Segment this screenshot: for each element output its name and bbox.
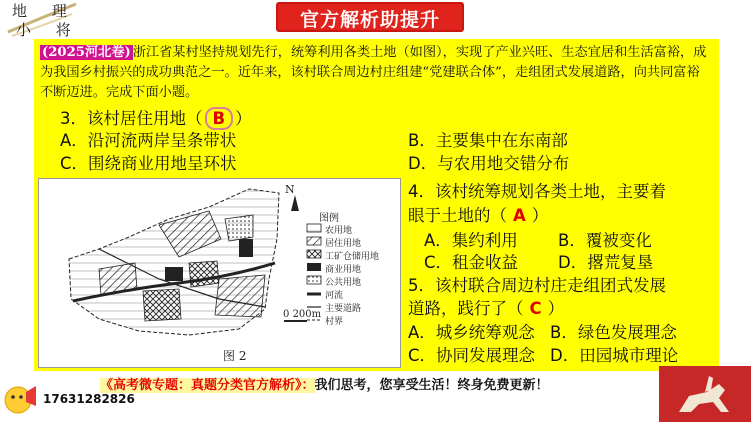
q5-stem-text: 道路，践行了（	[408, 299, 524, 318]
q4-option-c: C．租金收益	[424, 253, 519, 272]
north-arrow-icon	[291, 195, 299, 211]
legend-item: 商业用地	[325, 265, 362, 275]
q5-stem-line2	[408, 295, 564, 319]
q5-option-b: B．绿色发展理念	[550, 323, 677, 342]
legend-item: 公共用地	[325, 278, 362, 288]
q3-option-a: A．沿河流两岸呈条带状	[60, 131, 237, 150]
commercial-area-2	[239, 239, 253, 257]
footer-promo: 《高考微专题：真题分类官方解析》：	[100, 378, 315, 393]
legend-item: 农用地	[325, 226, 353, 236]
q5-option-d: D．田园城市理论	[550, 346, 679, 365]
footer-banner	[100, 374, 549, 393]
intro-text: 浙江省某村坚持规划先行，统筹利用各类土地（如图），实现了产业兴旺、生态宜居和生活富裕，成为我国乡村振兴的成功典范之一。近年来，该村联合周边村庄组建“党建联合体”，走组团式发展道路，向共同富裕不断迈进。完成下面小题。	[40, 45, 707, 100]
q3-option-c: C．围绕商业用地呈环状	[60, 154, 237, 173]
logo-line-1: 地 理	[12, 2, 77, 20]
figure-caption: 图 2	[223, 349, 247, 363]
q4-close: ）	[531, 206, 549, 225]
q3-answer: B	[205, 107, 234, 130]
source-tag: (2025河北卷)	[42, 45, 131, 60]
question-panel	[34, 39, 719, 371]
q5-option-c: C．协同发展理念	[408, 346, 536, 365]
q4-option-b: B．覆被变化	[558, 231, 652, 250]
q4-stem-line1: 4．该村统筹规划各类土地，主要着	[408, 182, 666, 201]
phone-number: 17631282826	[43, 392, 135, 406]
north-label: N	[285, 183, 295, 196]
public-area	[225, 215, 253, 241]
q3-stem-text: 3．该村居住用地（	[60, 109, 203, 128]
q5-stem-line1: 5．该村联合周边村庄走组团式发展	[408, 276, 666, 295]
legend-item: 居住用地	[325, 239, 362, 249]
q5-option-a: A．城乡统筹观念	[408, 323, 535, 342]
page-title: 官方解析助提升	[299, 9, 440, 31]
scale-distance: 200m	[292, 309, 322, 320]
industrial-area	[189, 261, 219, 287]
land-use-map	[38, 178, 401, 368]
legend-item: 主要道路	[325, 304, 362, 314]
residential-area-2	[215, 275, 265, 317]
legend-title: 图例	[319, 213, 339, 224]
commercial-area	[165, 267, 183, 281]
legend-item: 河流	[325, 291, 344, 301]
legend-item: 工矿仓储用地	[325, 252, 380, 262]
q5-close: ）	[547, 299, 565, 318]
q4-stem-text: 眼于土地的（	[408, 206, 507, 225]
horseman-badge-icon	[659, 366, 751, 422]
q3-close: ）	[235, 109, 252, 128]
scale-label	[283, 309, 321, 320]
industrial-area-2	[143, 289, 181, 321]
footer-tagline: 我们思考，您享受生活！终身免费更新！	[314, 378, 549, 393]
q4-answer: A	[513, 206, 526, 225]
title-banner	[276, 0, 464, 34]
intro-paragraph	[40, 43, 712, 103]
logo	[6, 0, 81, 40]
q3-option-d: D．与农用地交错分布	[408, 154, 570, 173]
scale-zero: 0	[283, 309, 290, 320]
legend-item: 村界	[325, 317, 344, 327]
q4-stem-line2	[408, 202, 548, 226]
q5-answer: C	[529, 299, 542, 318]
q4-option-d: D．撂荒复垦	[558, 253, 654, 272]
logo-line-2: 小 将	[16, 21, 81, 39]
q3-option-b: B．主要集中在东南部	[408, 131, 568, 150]
q4-option-a: A．集约利用	[424, 231, 518, 250]
megaphone-emoji-icon	[2, 380, 38, 416]
